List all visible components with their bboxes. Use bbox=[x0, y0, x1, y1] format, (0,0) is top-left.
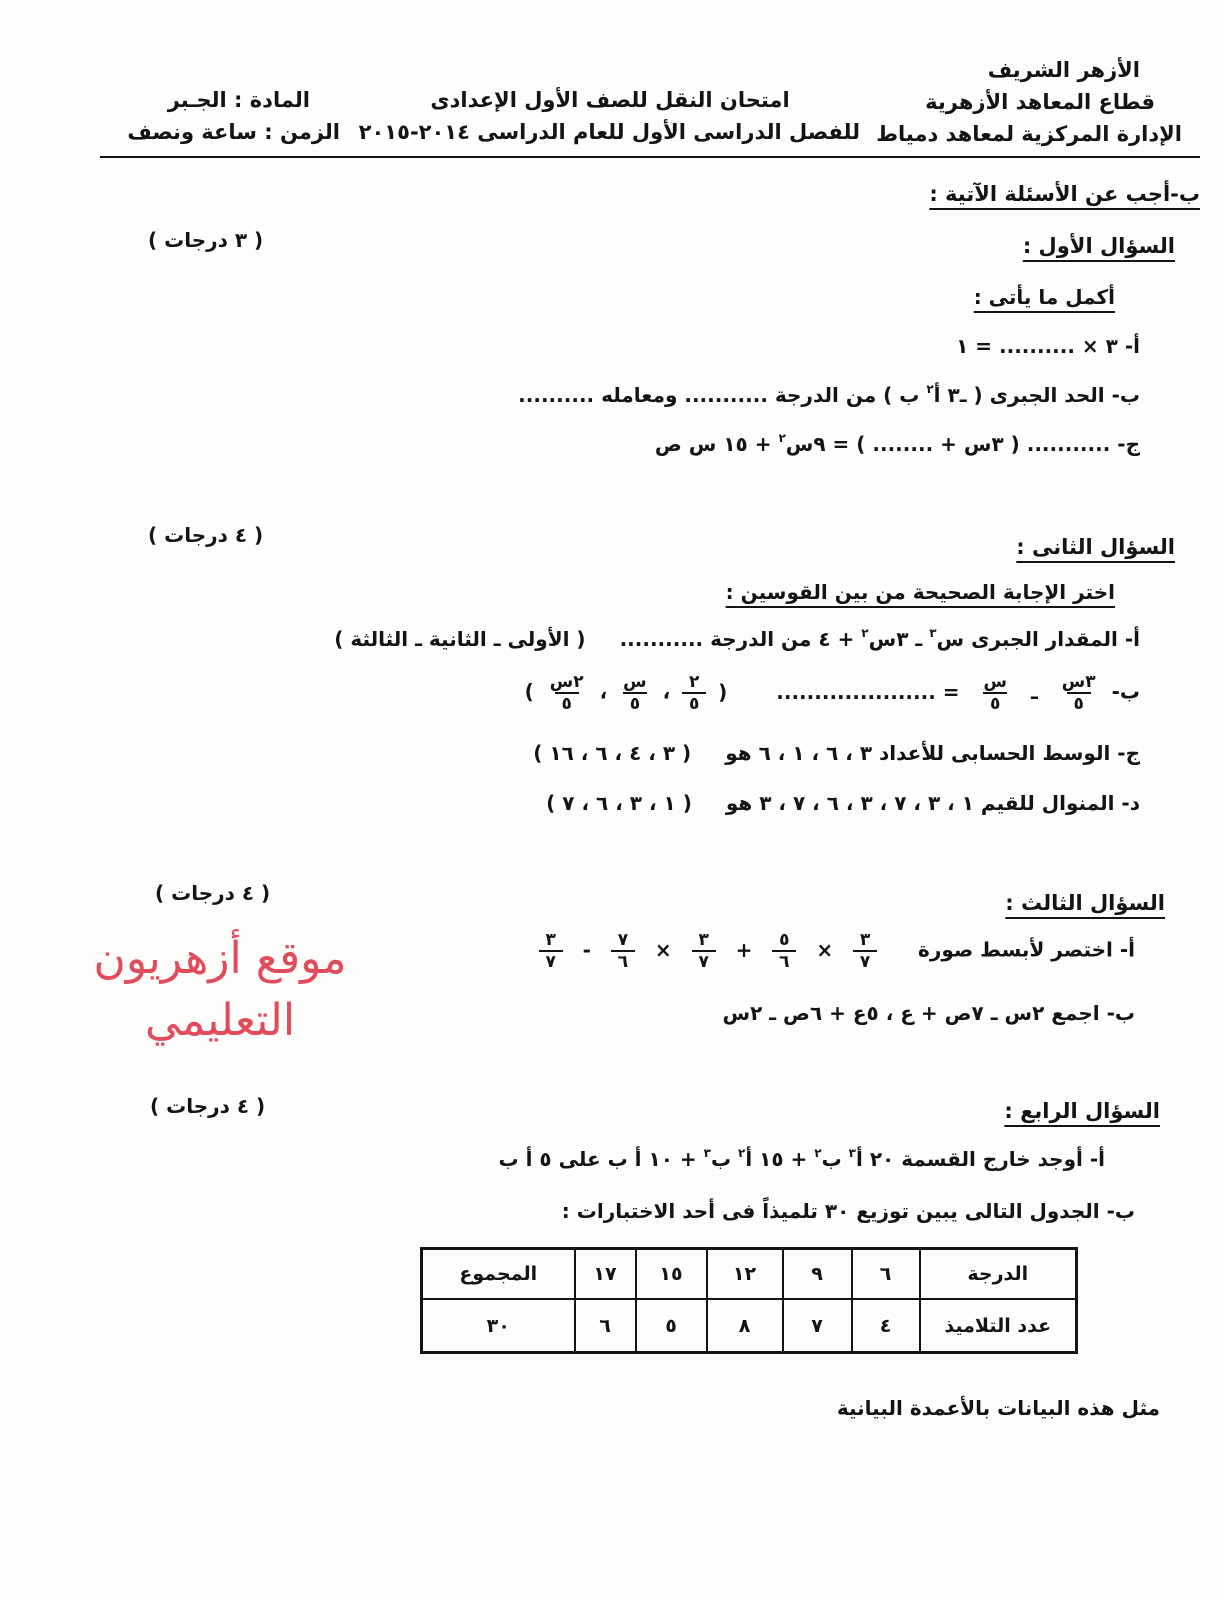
q3-item-b: ب- اجمع ٢س ـ ٧ص + ع ، ٥ع + ٦ص ـ ٢س bbox=[722, 1001, 1135, 1025]
option-fraction bbox=[546, 672, 588, 714]
denominator: ٥ bbox=[623, 692, 647, 714]
q4-marks: ( ٤ درجات ) bbox=[150, 1094, 266, 1118]
q2-marks: ( ٤ درجات ) bbox=[148, 523, 264, 547]
exponent: ٢ bbox=[926, 382, 934, 396]
q2-a-options: ( الأولى ـ الثانية ـ الثالثة ) bbox=[334, 627, 586, 651]
q2-item-a bbox=[334, 625, 1140, 653]
watermark bbox=[45, 928, 395, 1052]
denominator: ٥ bbox=[983, 692, 1007, 714]
q4-a-text: + ١٠ أ ب على ٥ أ ب bbox=[498, 1147, 704, 1171]
numerator: ٣ bbox=[859, 930, 871, 950]
fraction bbox=[980, 672, 1011, 714]
q1-item-a: أ- ٣ × .......... = ١ bbox=[956, 334, 1140, 358]
table-header-label: الدرجة bbox=[920, 1249, 1077, 1300]
answer-blank: = ..................... bbox=[776, 679, 960, 704]
q2-d-text: د- المنوال للقيم ١ ، ٣ ، ٧ ، ٣ ، ٦ ، ٧ ، ٣ هو bbox=[725, 791, 1140, 815]
q4-task: مثل هذه البيانات بالأعمدة البيانية bbox=[836, 1396, 1160, 1420]
watermark-line-1: موقع أزهريون bbox=[93, 933, 347, 984]
fraction bbox=[1058, 672, 1100, 714]
frequency-table bbox=[420, 1247, 1078, 1354]
q1-b-text-1: ب- الحد الجبرى ( ـ٣ أ bbox=[933, 383, 1140, 407]
exam-time: الزمن : ساعة ونصف bbox=[127, 120, 340, 144]
table-row bbox=[422, 1249, 1077, 1300]
option-fraction bbox=[682, 672, 706, 714]
denominator: ٧ bbox=[853, 950, 877, 972]
numerator: ٢س bbox=[549, 672, 584, 692]
denominator: ٦ bbox=[772, 950, 796, 972]
fraction bbox=[539, 930, 563, 972]
q2-a-text-3: + ٤ من الدرجة ........... bbox=[619, 627, 862, 651]
q2-item-c bbox=[533, 739, 1140, 767]
q2-title: السؤال الثانى : bbox=[1016, 535, 1175, 559]
table-cell: ١٧ bbox=[575, 1249, 636, 1300]
header-institution-2: قطاع المعاهد الأزهرية bbox=[925, 90, 1155, 114]
table-cell: ١٢ bbox=[707, 1249, 783, 1300]
q3-item-a bbox=[534, 930, 1135, 972]
table-cell: ٨ bbox=[707, 1299, 783, 1353]
q1-marks: ( ٣ درجات ) bbox=[148, 228, 264, 252]
q2-c-text: ج- الوسط الحسابى للأعداد ٣ ، ٦ ، ١ ، ٦ هو bbox=[725, 741, 1140, 765]
fraction bbox=[853, 930, 877, 972]
separator: ، bbox=[662, 679, 671, 704]
plus-sign: + bbox=[735, 937, 753, 962]
times-sign: × bbox=[654, 937, 672, 962]
exponent: ٢ bbox=[861, 626, 869, 640]
table-cell: ٦ bbox=[575, 1299, 636, 1353]
fraction bbox=[692, 930, 716, 972]
q2-c-options: ( ٣ ، ٤ ، ٦ ، ١٦ ) bbox=[533, 741, 692, 765]
q4-item-b: ب- الجدول التالى يبين توزيع ٣٠ تلميذاً فى أحد الاختبارات : bbox=[561, 1199, 1135, 1223]
denominator: ٥ bbox=[682, 692, 706, 714]
exponent: ٢ bbox=[814, 1146, 822, 1160]
denominator: ٥ bbox=[1067, 692, 1091, 714]
q1-title: السؤال الأول : bbox=[1022, 234, 1175, 258]
minus-sign: ـ bbox=[1030, 679, 1038, 704]
numerator: ٣ bbox=[545, 930, 556, 950]
instructions: ب-أجب عن الأسئلة الآتية : bbox=[929, 182, 1200, 206]
q2-item-b bbox=[525, 672, 1140, 714]
table-total-value: ٣٠ bbox=[422, 1299, 575, 1353]
numerator: ٥ bbox=[779, 930, 790, 950]
q4-a-text: أ- أوجد خارج القسمة ٢٠ أ bbox=[855, 1147, 1105, 1171]
q2-prompt: اختر الإجابة الصحيحة من بين القوسين : bbox=[725, 580, 1115, 604]
q2-d-options: ( ١ ، ٣ ، ٦ ، ٧ ) bbox=[546, 791, 692, 815]
exponent: ٣ bbox=[848, 1146, 856, 1160]
q1-b-text-2: ب ) من الدرجة ........... ومعامله .......... bbox=[518, 383, 927, 407]
q1-c-text-1: ج- ........... ( ٣س + ........ ) = ٩س bbox=[785, 432, 1140, 456]
numerator: ٣ bbox=[698, 930, 709, 950]
q1-item-c bbox=[655, 430, 1140, 458]
table-row bbox=[422, 1299, 1077, 1353]
table-cell: ٤ bbox=[852, 1299, 920, 1353]
header-institution-3: الإدارة المركزية لمعاهد دمياط bbox=[876, 122, 1182, 146]
exponent: ٢ bbox=[778, 431, 786, 445]
table-cell: ٥ bbox=[636, 1299, 707, 1353]
denominator: ٧ bbox=[692, 950, 716, 972]
times-sign: × bbox=[816, 937, 834, 962]
q1-prompt: أكمل ما يأتى : bbox=[973, 285, 1115, 309]
numerator: س bbox=[983, 672, 1007, 692]
q4-item-a bbox=[499, 1145, 1105, 1173]
open-paren: ( bbox=[718, 679, 728, 704]
numerator: ٣س bbox=[1061, 672, 1096, 692]
fraction bbox=[611, 930, 635, 972]
q2-a-text-2: ـ ٣س bbox=[868, 627, 930, 651]
q3-marks: ( ٤ درجات ) bbox=[155, 881, 271, 905]
exponent: ٣ bbox=[703, 1146, 711, 1160]
q3-a-label: أ- اختصر لأبسط صورة bbox=[918, 937, 1135, 962]
close-paren: ) bbox=[524, 679, 534, 704]
watermark-line-2: التعليمي bbox=[144, 995, 296, 1046]
exponent: ٢ bbox=[738, 1146, 746, 1160]
q4-title: السؤال الرابع : bbox=[1004, 1099, 1160, 1123]
table-cell: ١٥ bbox=[636, 1249, 707, 1300]
exponent: ٣ bbox=[929, 626, 937, 640]
q2-item-d bbox=[546, 789, 1140, 817]
table-row-label: عدد التلاميذ bbox=[920, 1299, 1077, 1353]
minus-sign: - bbox=[582, 937, 591, 962]
q1-c-text-2: + ١٥ س ص bbox=[654, 432, 779, 456]
q2-b-label: ب- bbox=[1111, 679, 1140, 704]
q2-a-text-1: أ- المقدار الجبرى س bbox=[936, 627, 1140, 651]
table-cell: ٩ bbox=[783, 1249, 852, 1300]
header-institution-1: الأزهر الشريف bbox=[987, 58, 1140, 82]
q4-a-text: + ١٥ أ bbox=[745, 1147, 815, 1171]
q4-a-text: ب bbox=[710, 1147, 738, 1171]
denominator: ٥ bbox=[555, 692, 579, 714]
separator: ، bbox=[599, 679, 608, 704]
denominator: ٧ bbox=[539, 950, 563, 972]
table-cell: ٧ bbox=[783, 1299, 852, 1353]
q1-item-b bbox=[518, 381, 1140, 409]
q4-a-text: ب bbox=[821, 1147, 849, 1171]
fraction bbox=[772, 930, 796, 972]
numerator: ٢ bbox=[689, 672, 700, 692]
q3-title: السؤال الثالث : bbox=[1005, 891, 1165, 915]
table-cell: ٦ bbox=[852, 1249, 920, 1300]
option-fraction bbox=[619, 672, 650, 714]
exam-term: للفصل الدراسى الأول للعام الدراسى ٢٠١٤-٢٠١٥ bbox=[358, 120, 860, 144]
table-total-label: المجموع bbox=[422, 1249, 575, 1300]
header-divider bbox=[100, 156, 1200, 158]
denominator: ٦ bbox=[611, 950, 635, 972]
numerator: ٧ bbox=[617, 930, 629, 950]
numerator: س bbox=[623, 672, 647, 692]
exam-title: امتحان النقل للصف الأول الإعدادى bbox=[430, 88, 790, 112]
exam-subject: المادة : الجـبر bbox=[167, 88, 310, 112]
